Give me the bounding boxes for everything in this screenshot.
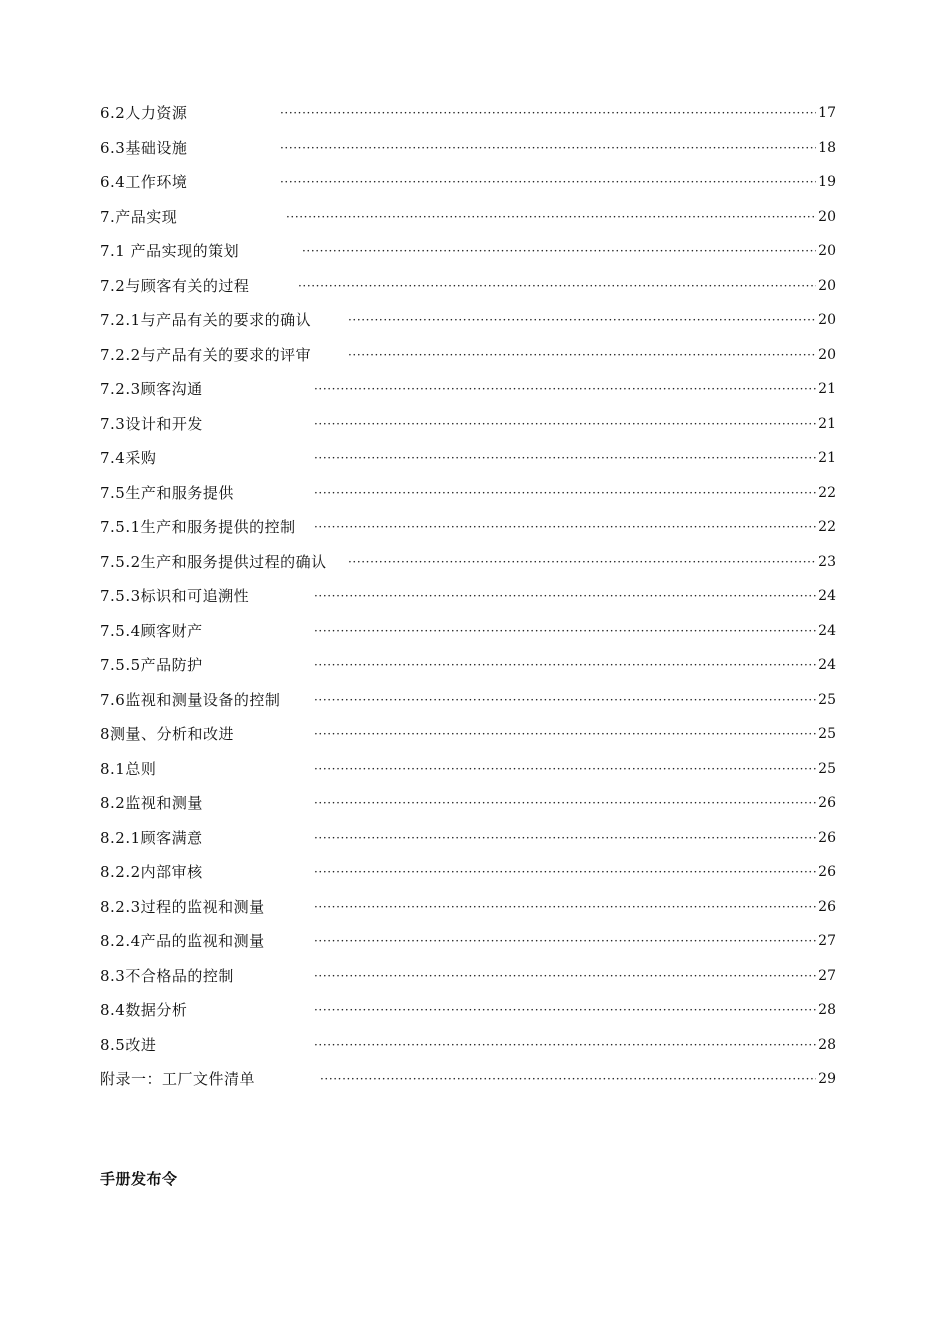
toc-dot-leader xyxy=(286,200,816,235)
toc-dot-leader xyxy=(302,234,816,269)
toc-entry xyxy=(100,821,840,856)
toc-dot-leader xyxy=(314,441,816,476)
toc-entry xyxy=(100,1062,840,1097)
toc-entry-label: 8.3不合格品的控制 xyxy=(100,966,234,985)
toc-dot-leader xyxy=(314,510,816,545)
toc-dot-leader xyxy=(320,1062,816,1097)
toc-entry-label: 7.产品实现 xyxy=(100,207,178,226)
toc-entry-page-number: 22 xyxy=(818,519,836,535)
toc-entry xyxy=(100,407,840,442)
toc-entry-page-number: 24 xyxy=(818,657,836,673)
toc-entry-page-number: 20 xyxy=(818,243,836,259)
toc-dot-leader xyxy=(314,614,816,649)
toc-entry-label: 6.3基础设施 xyxy=(100,138,188,157)
toc-entry-page-number: 27 xyxy=(818,933,836,949)
toc-dot-leader xyxy=(298,269,816,304)
toc-entry-page-number: 26 xyxy=(818,795,836,811)
toc-entry xyxy=(100,372,840,407)
toc-entry-label: 7.5.4顾客财产 xyxy=(100,621,203,640)
toc-entry-label: 7.3设计和开发 xyxy=(100,414,203,433)
toc-entry-label: 8.5改进 xyxy=(100,1035,157,1054)
toc-dot-leader xyxy=(314,476,816,511)
toc-dot-leader xyxy=(280,96,816,131)
toc-entry-label: 7.2.1与产品有关的要求的确认 xyxy=(100,311,312,329)
toc-entry xyxy=(100,959,840,994)
toc-entry xyxy=(100,786,840,821)
toc-entry-page-number: 25 xyxy=(818,726,836,742)
toc-entry-page-number: 20 xyxy=(818,346,836,363)
toc-dot-leader xyxy=(314,786,816,821)
toc-dot-leader xyxy=(348,338,816,373)
toc-entry-label: 8.2.1顾客满意 xyxy=(100,828,203,847)
toc-entry-page-number: 27 xyxy=(818,967,836,984)
toc-dot-leader xyxy=(314,821,816,856)
toc-entry-label: 8.2.4产品的监视和测量 xyxy=(100,932,265,950)
toc-entry-page-number: 25 xyxy=(818,760,836,777)
toc-entry xyxy=(100,510,840,545)
toc-entry xyxy=(100,165,840,200)
toc-entry xyxy=(100,855,840,890)
toc-entry-label: 8.2监视和测量 xyxy=(100,794,203,812)
toc-entry xyxy=(100,924,840,959)
toc-entry-page-number: 25 xyxy=(818,691,836,708)
toc-dot-leader xyxy=(314,959,816,994)
toc-entry-page-number: 26 xyxy=(818,898,836,915)
toc-entry-page-number: 21 xyxy=(818,415,836,432)
toc-entry-label: 6.2人力资源 xyxy=(100,104,188,122)
toc-entry-page-number: 20 xyxy=(818,312,836,328)
toc-dot-leader xyxy=(280,131,816,166)
table-of-contents xyxy=(100,96,840,1097)
toc-entry-label: 7.2.2与产品有关的要求的评审 xyxy=(100,345,312,364)
toc-entry-label: 8.1总则 xyxy=(100,759,157,778)
section-heading: 手册发布令 xyxy=(100,1170,178,1188)
toc-dot-leader xyxy=(314,924,816,959)
toc-dot-leader xyxy=(314,579,816,614)
toc-entry-page-number: 24 xyxy=(818,588,836,604)
toc-entry-page-number: 28 xyxy=(818,1036,836,1053)
toc-entry-label: 8.2.2内部审核 xyxy=(100,863,203,881)
toc-entry-page-number: 17 xyxy=(818,105,836,121)
toc-entry-page-number: 21 xyxy=(818,450,836,466)
toc-entry-page-number: 20 xyxy=(818,277,836,294)
toc-dot-leader xyxy=(314,683,816,718)
toc-entry-label: 8.2.3过程的监视和测量 xyxy=(100,897,265,916)
toc-entry-label: 附录一：工厂文件清单 xyxy=(100,1070,256,1088)
toc-dot-leader xyxy=(314,890,816,925)
toc-entry xyxy=(100,717,840,752)
toc-entry xyxy=(100,890,840,925)
toc-entry xyxy=(100,131,840,166)
toc-entry-label: 7.5.1生产和服务提供的控制 xyxy=(100,518,296,536)
toc-dot-leader xyxy=(314,855,816,890)
toc-entry-page-number: 26 xyxy=(818,829,836,846)
toc-entry-label: 7.2.3顾客沟通 xyxy=(100,380,203,398)
toc-entry xyxy=(100,579,840,614)
toc-entry xyxy=(100,683,840,718)
toc-entry-page-number: 26 xyxy=(818,864,836,880)
toc-entry xyxy=(100,476,840,511)
toc-dot-leader xyxy=(280,165,816,200)
toc-entry-label: 7.5.2生产和服务提供过程的确认 xyxy=(100,552,327,571)
toc-dot-leader xyxy=(314,1028,816,1063)
toc-dot-leader xyxy=(314,717,816,752)
toc-entry-label: 6.4工作环境 xyxy=(100,173,188,191)
toc-entry-page-number: 19 xyxy=(818,174,836,190)
toc-dot-leader xyxy=(314,648,816,683)
toc-entry-page-number: 29 xyxy=(818,1071,836,1087)
toc-entry xyxy=(100,993,840,1028)
toc-entry-page-number: 23 xyxy=(818,553,836,570)
toc-entry-page-number: 24 xyxy=(818,622,836,639)
toc-entry xyxy=(100,1028,840,1063)
toc-entry-label: 7.6监视和测量设备的控制 xyxy=(100,690,281,709)
toc-entry-label: 7.2与顾客有关的过程 xyxy=(100,276,250,295)
toc-entry xyxy=(100,200,840,235)
toc-entry-label: 8测量、分析和改进 xyxy=(100,725,235,743)
toc-entry-label: 7.5生产和服务提供 xyxy=(100,483,234,502)
toc-entry xyxy=(100,648,840,683)
toc-entry xyxy=(100,752,840,787)
toc-entry-page-number: 22 xyxy=(818,484,836,501)
toc-entry-page-number: 21 xyxy=(818,381,836,397)
toc-entry-label: 8.4数据分析 xyxy=(100,1001,188,1019)
toc-entry-label: 7.1 产品实现的策划 xyxy=(100,242,240,260)
toc-dot-leader xyxy=(314,372,816,407)
toc-entry xyxy=(100,441,840,476)
toc-dot-leader xyxy=(314,752,816,787)
toc-entry-label: 7.5.3标识和可追溯性 xyxy=(100,587,250,605)
toc-dot-leader xyxy=(314,407,816,442)
toc-entry xyxy=(100,545,840,580)
toc-entry-page-number: 20 xyxy=(818,208,836,225)
toc-entry xyxy=(100,338,840,373)
toc-dot-leader xyxy=(314,993,816,1028)
toc-entry-label: 7.5.5产品防护 xyxy=(100,656,203,674)
toc-entry-page-number: 18 xyxy=(818,139,836,156)
toc-entry-page-number: 28 xyxy=(818,1002,836,1018)
toc-entry xyxy=(100,234,840,269)
toc-entry-label: 7.4采购 xyxy=(100,449,157,467)
toc-entry xyxy=(100,269,840,304)
toc-entry xyxy=(100,614,840,649)
toc-entry xyxy=(100,96,840,131)
toc-entry xyxy=(100,303,840,338)
toc-dot-leader xyxy=(348,545,816,580)
toc-dot-leader xyxy=(348,303,816,338)
